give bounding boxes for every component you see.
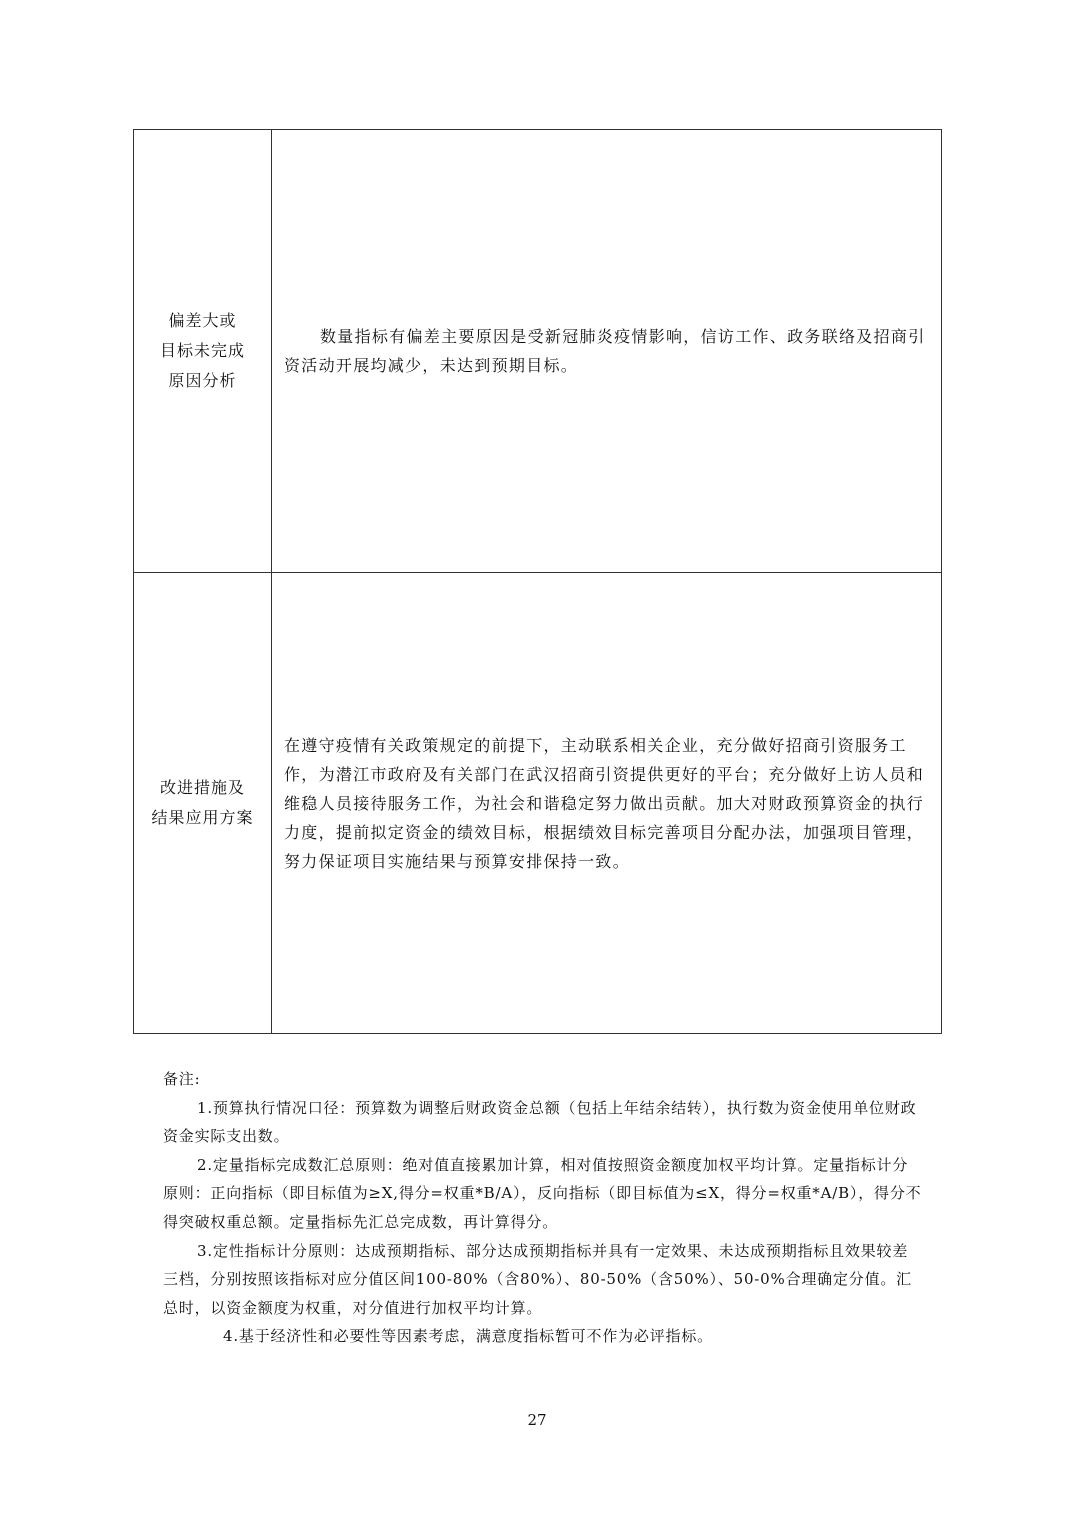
note-item: 3.定性指标计分原则：达成预期指标、部分达成预期指标并具有一定效果、未达成预期指标且效果较差三档，分别按照该指标对应分值区间100-80%（含80%）、80-50%（含50%）、50-0%合理确定分值。汇总时，以资金额度为权重，对分值进行加权平均计算。: [163, 1241, 912, 1317]
deviation-analysis-text: 数量指标有偏差主要原因是受新冠肺炎疫情影响，信访工作、政务联络及招商引资活动开展均减少，未达到预期目标。: [284, 327, 926, 375]
label-line: 目标未完成: [159, 341, 245, 360]
note-item: 1.预算执行情况口径：预算数为调整后财政资金总额（包括上年结余结转），执行数为资金使用单位财政资金实际支出数。: [163, 1098, 917, 1146]
row-content-cell: [272, 573, 941, 1033]
table-row-improvement: [134, 573, 941, 1033]
analysis-table: [133, 129, 942, 1034]
row-label: [151, 773, 253, 833]
label-line: 结果应用方案: [151, 808, 254, 827]
improvement-measures-text: 在遵守疫情有关政策规定的前提下，主动联系相关企业，充分做好招商引资服务工作，为潜江市政府及有关部门在武汉招商引资提供更好的平台；充分做好上访人员和维稳人员接待服务工作，为社会和谐稳定努力做出贡献。加大对财政预算资金的执行力度，提前拟定资金的绩效目标，根据绩效目标完善项目分配办法，加强项目管理，努力保证项目实施结果与预算安排保持一致。: [284, 735, 925, 871]
row-label-cell: [134, 130, 272, 572]
label-line: 偏差大或: [168, 311, 237, 330]
row-label: [160, 306, 245, 396]
note-item: 4.基于经济性和必要性等因素考虑，满意度指标暂可不作为必评指标。: [223, 1327, 713, 1346]
row-content-cell: [272, 130, 941, 572]
row-label-cell: [134, 573, 272, 1033]
label-line: 改进措施及: [159, 778, 245, 797]
page-number: 27: [527, 1411, 547, 1429]
label-line: 原因分析: [168, 371, 237, 390]
notes-section: [163, 1065, 923, 1351]
table-row-deviation: [134, 130, 941, 573]
note-item: 2.定量指标完成数汇总原则：绝对值直接累加计算，相对值按照资金额度加权平均计算。定量指标计分原则：正向指标（即目标值为≥X,得分=权重*B/A），反向指标（即目标值为≤X，得分=权重*A/B），得分不得突破权重总额。定量指标先汇总完成数，再计算得分。: [163, 1155, 922, 1231]
notes-title: 备注:: [163, 1070, 201, 1088]
